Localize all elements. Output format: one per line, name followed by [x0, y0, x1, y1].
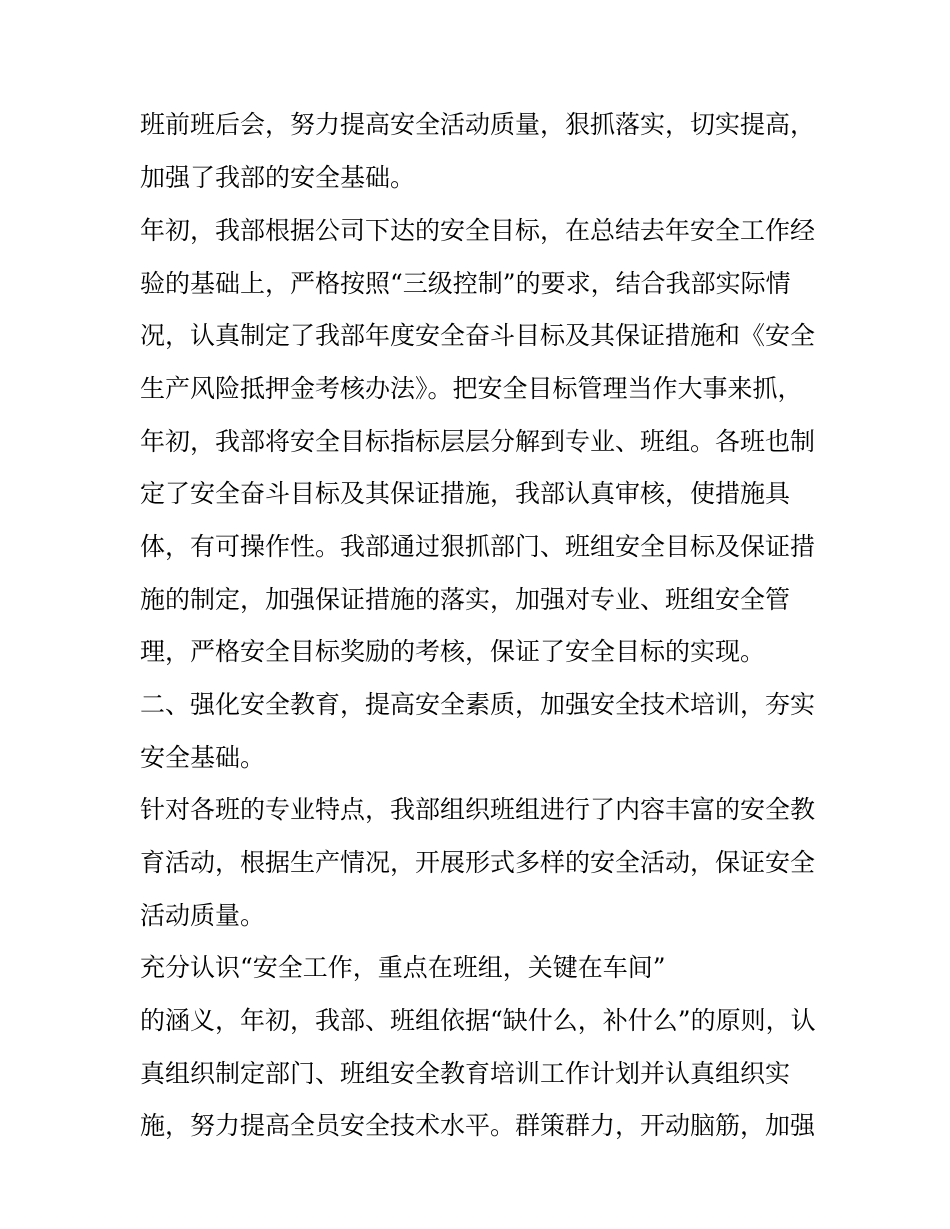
text-line: 加强了我部的安全基础。 [140, 163, 416, 192]
text-line: 年初，我部根据公司下达的安全目标，在总结去年安全工作经 [140, 216, 816, 245]
text-line: 安全基础。 [140, 743, 266, 772]
text-line: 验的基础上，严格按照“三级控制”的要求，结合我部实际情 [140, 269, 791, 298]
text-line: 理，严格安全目标奖励的考核，保证了安全目标的实现。 [140, 637, 766, 666]
text-line: 定了安全奋斗目标及其保证措施，我部认真审核，使措施具 [140, 479, 791, 508]
text-line: 生产风险抵押金考核办法》。把安全目标管理当作大事来抓， [140, 374, 803, 403]
text-line: 年初，我部将安全目标指标层层分解到专业、班组。各班也制 [140, 427, 816, 456]
text-line: 充分认识“安全工作，重点在班组，关键在车间” [140, 953, 666, 982]
text-line: 况，认真制定了我部年度安全奋斗目标及其保证措施和《安全 [140, 321, 816, 350]
text-line: 班前班后会，努力提高安全活动质量，狠抓落实，切实提高， [140, 110, 816, 139]
text-line: 活动质量。 [140, 901, 266, 930]
text-line: 真组织制定部门、班组安全教育培训工作计划并认真组织实 [140, 1059, 791, 1088]
text-line: 二、强化安全教育，提高安全素质，加强安全技术培训，夯实 [140, 690, 816, 719]
text-line: 体，有可操作性。我部通过狠抓部门、班组安全目标及保证措 [140, 532, 816, 561]
text-line: 施，努力提高全员安全技术水平。群策群力，开动脑筋，加强 [140, 1111, 816, 1140]
text-line: 育活动，根据生产情况，开展形式多样的安全活动，保证安全 [140, 848, 816, 877]
text-line: 针对各班的专业特点，我部组织班组进行了内容丰富的安全教 [140, 795, 816, 824]
text-line: 的涵义，年初，我部、班组依据“缺什么，补什么”的原则，认 [140, 1006, 816, 1035]
text-line: 施的制定，加强保证措施的落实，加强对专业、班组安全管 [140, 585, 791, 614]
